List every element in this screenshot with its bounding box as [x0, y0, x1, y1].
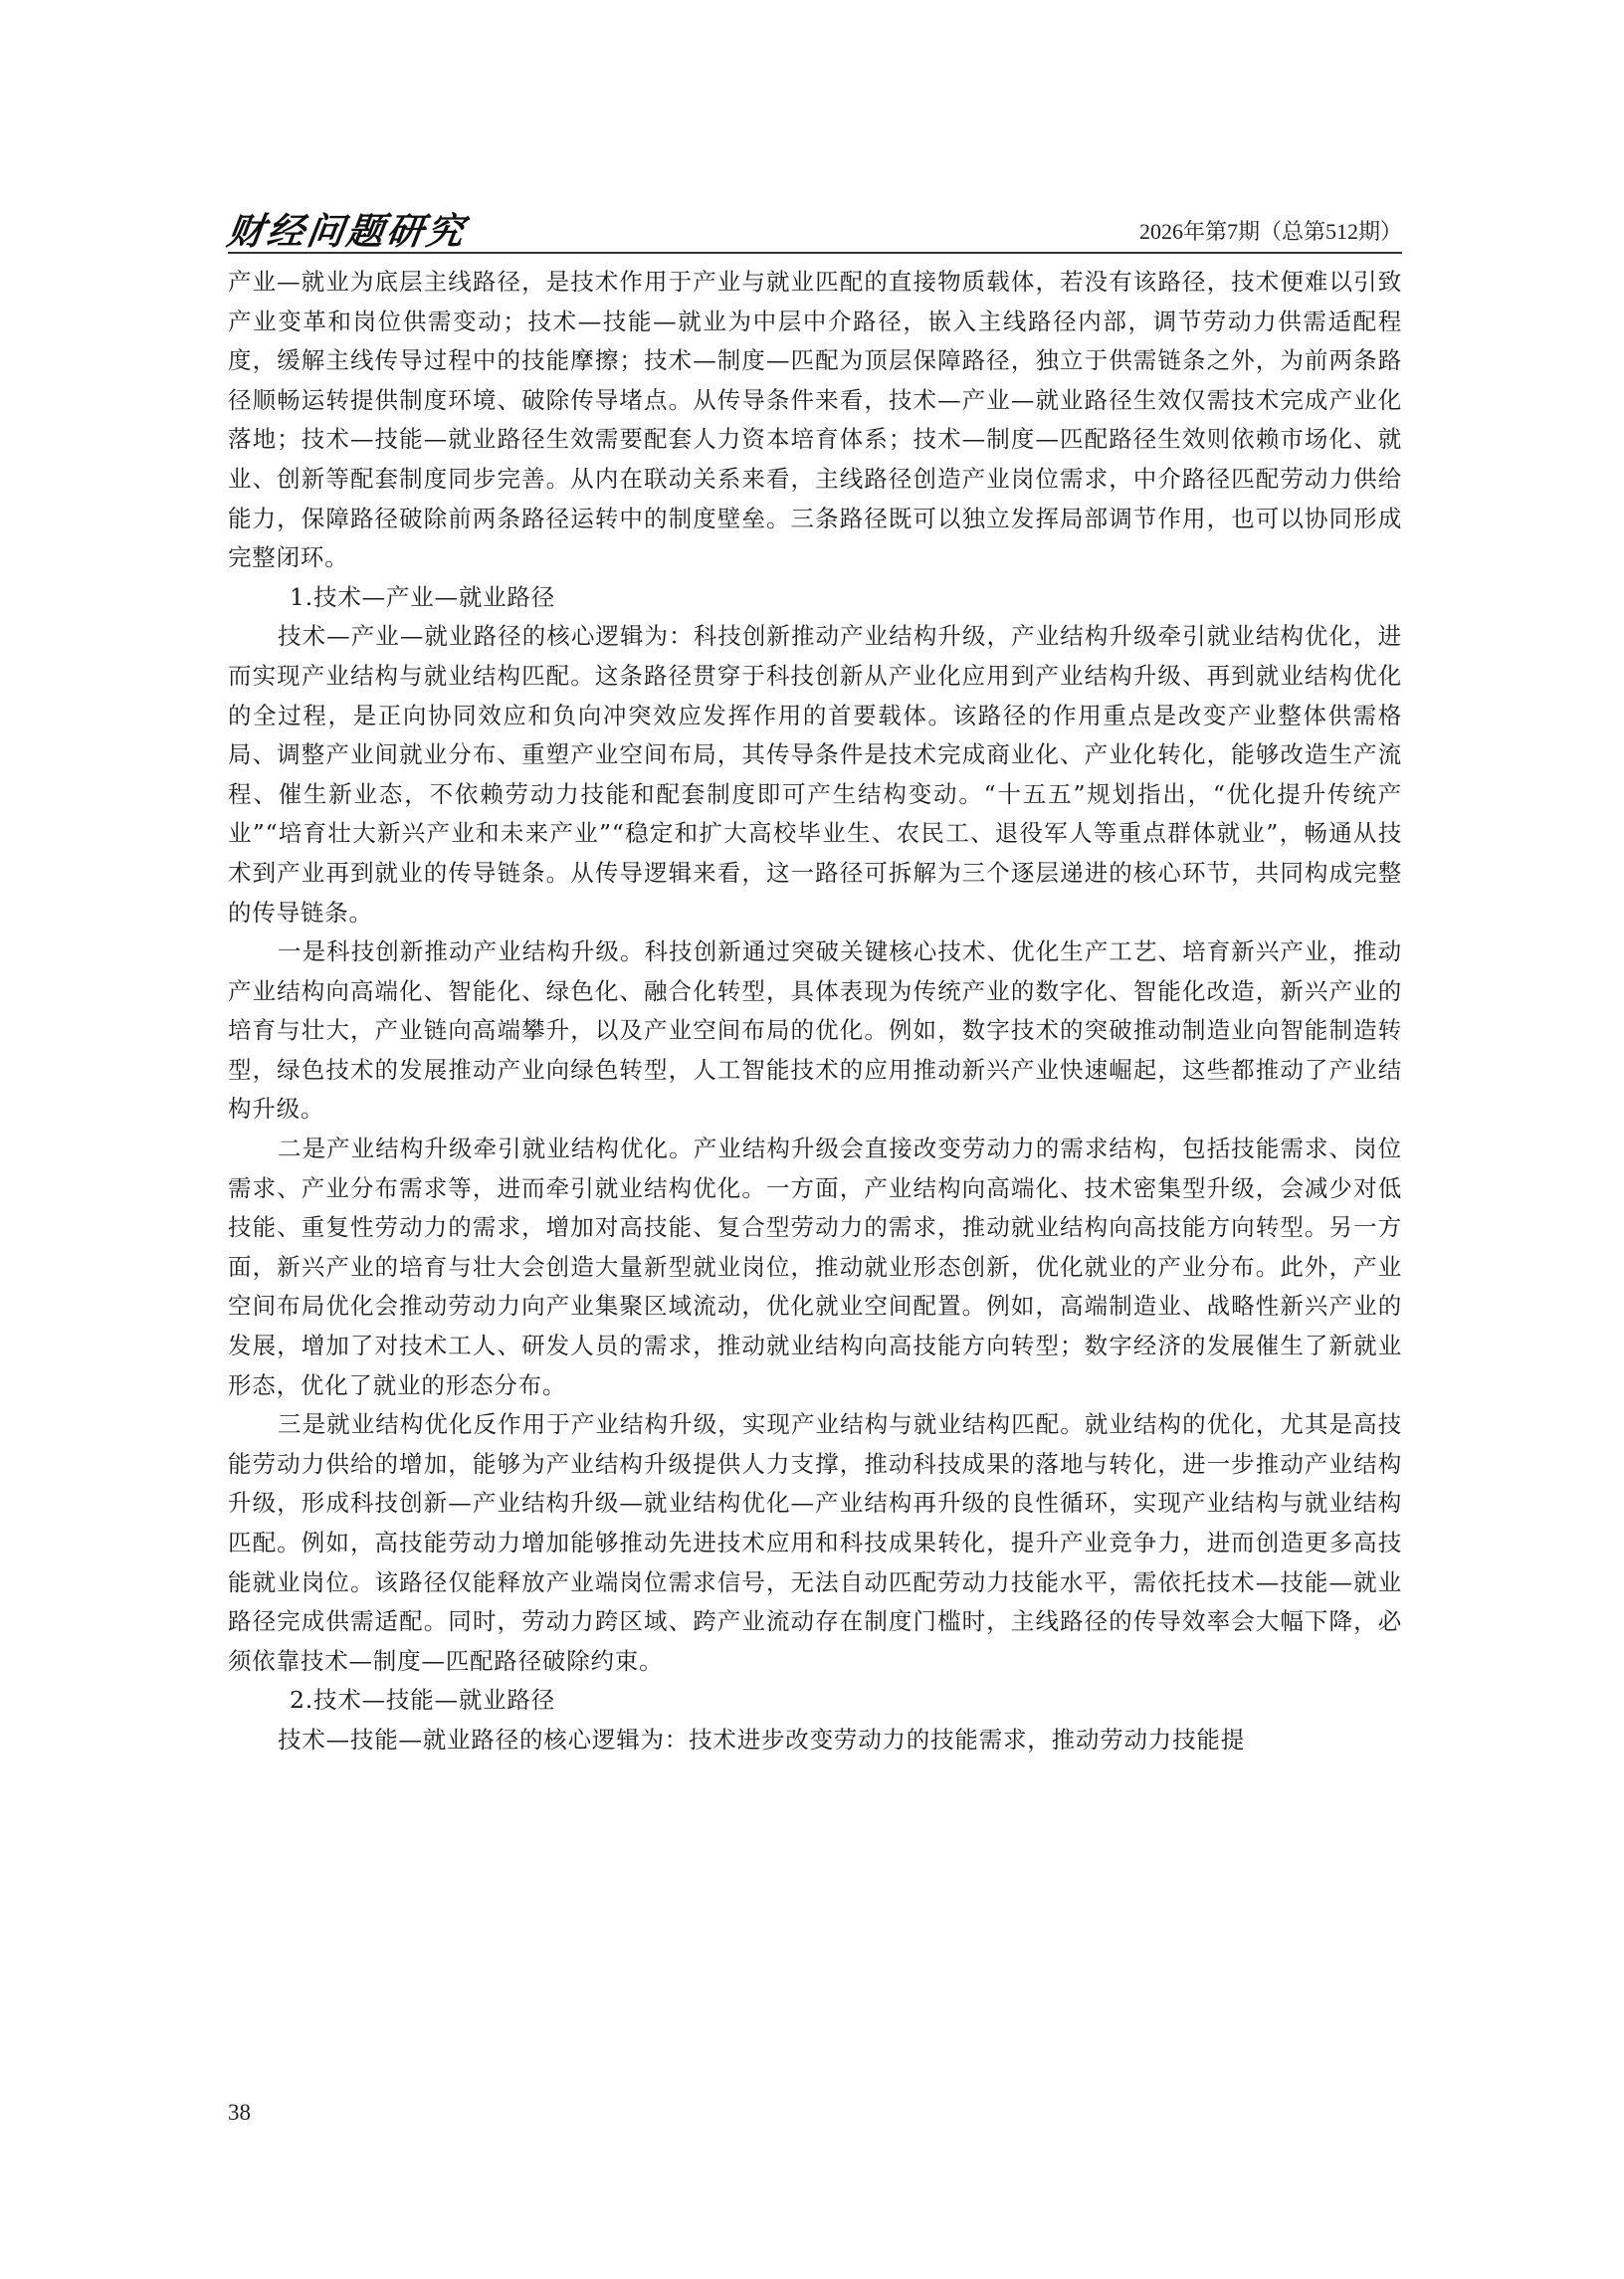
page-number: 38 [228, 2100, 251, 2125]
body-paragraph: 技术—产业—就业路径的核心逻辑为：科技创新推动产业结构升级，产业结构升级牵引就业结构优化，进而实现产业结构与就业结构匹配。这条路径贯穿于科技创新从产业化应用到产业结构升级、再到就业结构优化的全过程，是正向协同效应和负向冲突效应发挥作用的首要载体。该路径的作用重点是改变产业整体供需格局、调整产业间就业分布、重塑产业空间布局，其传导条件是技术完成商业化、产业化转化，能够改造生产流程、催生新业态，不依赖劳动力技能和配套制度即可产生结构变动。“十五五”规划指出，“优化提升传统产业”“培育壮大新兴产业和未来产业”“稳定和扩大高校毕业生、农民工、退役军人等重点群体就业”，畅通从技术到产业再到就业的传导链条。从传导逻辑来看，这一路径可拆解为三个逐层递进的核心环节，共同构成完整的传导链条。 [228, 622, 1402, 927]
section-heading: 1.技术—产业—就业路径 [290, 582, 556, 611]
section-heading: 2.技术—技能—就业路径 [290, 1686, 556, 1715]
running-header [224, 199, 1402, 253]
body-paragraph: 技术—技能—就业路径的核心逻辑为：技术进步改变劳动力的技能需求，推动劳动力技能提 [278, 1725, 1245, 1754]
header-rule [228, 252, 1402, 254]
body-paragraph: 三是就业结构优化反作用于产业结构升级，实现产业结构与就业结构匹配。就业结构的优化，尤其是高技能劳动力供给的增加，能够为产业结构升级提供人力支撑，推动科技成果的落地与转化，进一步推动产业结构升级，形成科技创新—产业结构升级—就业结构优化—产业结构再升级的良性循环，实现产业结构与就业结构匹配。例如，高技能劳动力增加能够推动先进技术应用和科技成果转化，提升产业竞争力，进而创造更多高技能就业岗位。该路径仅能释放产业端岗位需求信号，无法自动匹配劳动力技能水平，需依托技术—技能—就业路径完成供需适配。同时，劳动力跨区域、跨产业流动存在制度门槛时，主线路径的传导效率会大幅下降，必须依靠技术—制度—匹配路径破除约束。 [228, 1410, 1402, 1675]
body-paragraph: 一是科技创新推动产业结构升级。科技创新通过突破关键核心技术、优化生产工艺、培育新兴产业，推动产业结构向高端化、智能化、绿色化、融合化转型，具体表现为传统产业的数字化、智能化改造，新兴产业的培育与壮大，产业链向高端攀升，以及产业空间布局的优化。例如，数字技术的突破推动制造业向智能制造转型，绿色技术的发展推动产业向绿色转型，人工智能技术的应用推动新兴产业快速崛起，这些都推动了产业结构升级。 [228, 937, 1402, 1124]
body-paragraph: 二是产业结构升级牵引就业结构优化。产业结构升级会直接改变劳动力的需求结构，包括技能需求、岗位需求、产业分布需求等，进而牵引就业结构优化。一方面，产业结构向高端化、技术密集型升级，会减少对低技能、重复性劳动力的需求，增加对高技能、复合型劳动力的需求，推动就业结构向高技能方向转型。另一方面，新兴产业的培育与壮大会创造大量新型就业岗位，推动就业形态创新，优化就业的产业分布。此外，产业空间布局优化会推动劳动力向产业集聚区域流动，优化就业空间配置。例如，高端制造业、战略性新兴产业的发展，增加了对技术工人、研发人员的需求，推动就业结构向高技能方向转型；数字经济的发展催生了新就业形态，优化了就业的形态分布。 [228, 1135, 1402, 1399]
journal-title: 财经问题研究 [224, 209, 470, 253]
article-body [228, 263, 1402, 1761]
body-paragraph: 产业—就业为底层主线路径，是技术作用于产业与就业匹配的直接物质载体，若没有该路径，技术便难以引致产业变革和岗位供需变动；技术—技能—就业为中层中介路径，嵌入主线路径内部，调节劳动力供需适配程度，缓解主线传导过程中的技能摩擦；技术—制度—匹配为顶层保障路径，独立于供需链条之外，为前两条路径顺畅运转提供制度环境、破除传导堵点。从传导条件来看，技术—产业—就业路径生效仅需技术完成产业化落地；技术—技能—就业路径生效需要配套人力资本培育体系；技术—制度—匹配路径生效则依赖市场化、就业、创新等配套制度同步完善。从内在联动关系来看，主线路径创造产业岗位需求，中介路径匹配劳动力供给能力，保障路径破除前两条路径运转中的制度壁垒。三条路径既可以独立发挥局部调节作用，也可以协同形成完整闭环。 [228, 268, 1402, 572]
issue-info: 2026年第7期（总第512期） [1138, 219, 1402, 244]
